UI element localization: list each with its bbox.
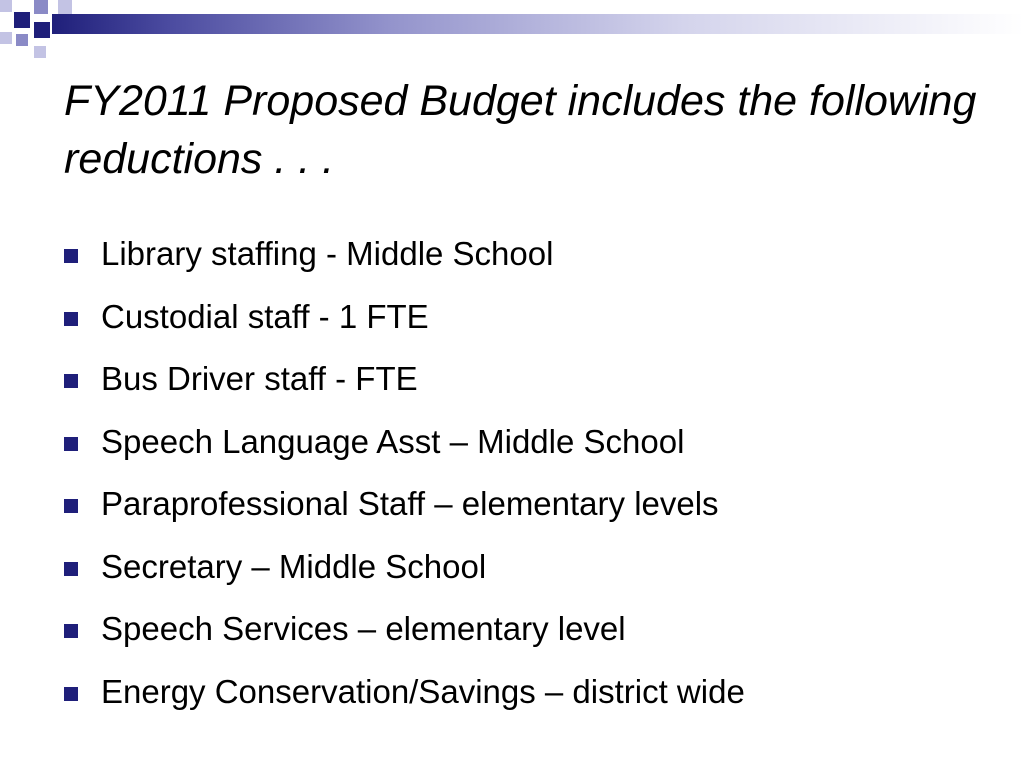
list-item (64, 476, 1004, 539)
bullet-list (64, 226, 1004, 726)
bullet-text: Custodial staff - 1 FTE (101, 297, 429, 335)
square-bullet-icon (64, 374, 78, 388)
slide-title: FY2011 Proposed Budget includes the following reductions . . . (64, 77, 977, 183)
square-bullet-icon (64, 312, 78, 326)
bullet-text: Paraprofessional Staff – elementary levels (101, 485, 719, 522)
decor-square (34, 46, 46, 58)
square-bullet-icon (64, 437, 78, 451)
decor-square (34, 22, 50, 38)
list-item (64, 289, 1004, 352)
decor-square (14, 12, 30, 28)
header-gradient-band (52, 14, 1024, 34)
square-bullet-icon (64, 249, 78, 263)
decor-square (16, 34, 28, 46)
bullet-text: Speech Services – elementary level (101, 610, 626, 647)
decor-square (0, 32, 12, 44)
bullet-text: Secretary – Middle School (101, 547, 487, 585)
square-bullet-icon (64, 624, 78, 638)
list-item (64, 664, 1004, 727)
decor-square (58, 0, 72, 14)
list-item (64, 601, 1004, 664)
bullet-text: Library staffing - Middle School (101, 235, 554, 272)
bullet-text: Energy Conservation/Savings – district wide (101, 672, 745, 710)
list-item (64, 414, 1004, 477)
decor-square (0, 0, 12, 12)
bullet-text: Bus Driver staff - FTE (101, 360, 418, 397)
square-bullet-icon (64, 499, 78, 513)
list-item (64, 226, 1004, 289)
list-item (64, 351, 1004, 414)
corner-squares-decoration (0, 0, 80, 64)
list-item (64, 539, 1004, 602)
square-bullet-icon (64, 562, 78, 576)
bullet-text: Speech Language Asst – Middle School (101, 422, 685, 460)
decor-square (34, 0, 48, 14)
square-bullet-icon (64, 687, 78, 701)
